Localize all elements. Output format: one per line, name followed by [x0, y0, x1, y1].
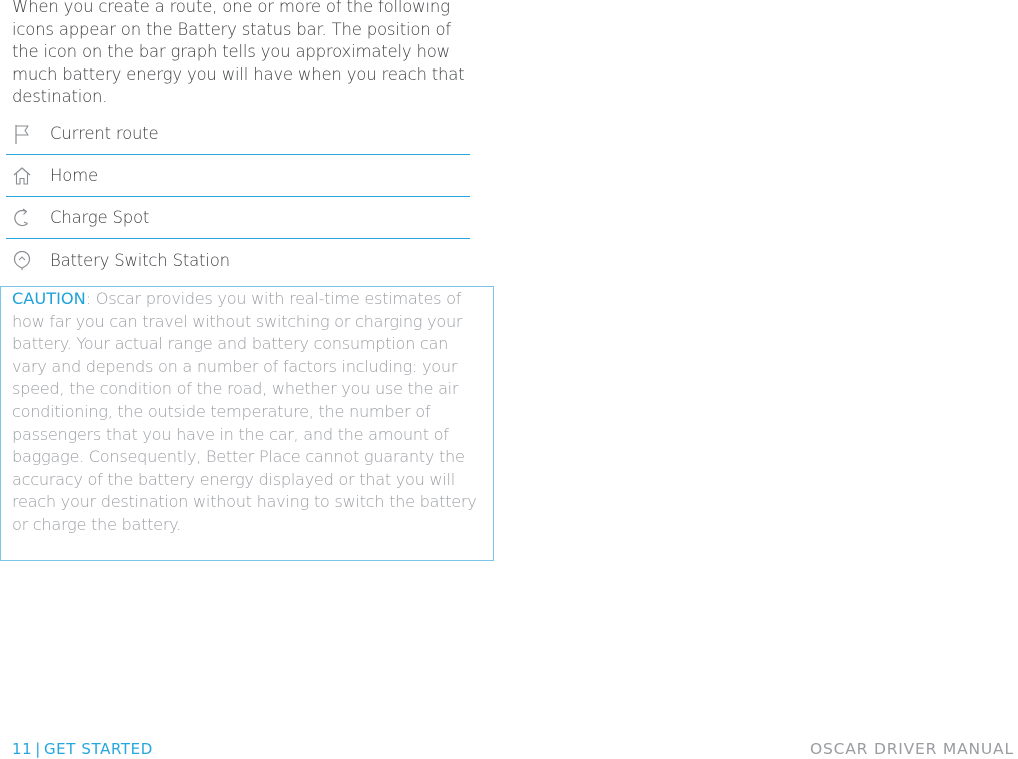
section-title: GET STARTED — [43, 740, 153, 758]
battery-switch-station-icon — [6, 239, 50, 281]
list-item-battery-switch-station — [6, 239, 470, 281]
intro-paragraph: When you create a route, one or more of the following icons appear on the Battery status bar. The position of the icon on the bar graph tells you approximately how much battery energy you will have when you reach that destination. — [12, 0, 465, 106]
caution-box — [0, 286, 494, 561]
list-item-current-route — [6, 113, 470, 155]
list-item-label: Battery Switch Station — [50, 250, 230, 270]
list-item-label: Home — [50, 166, 98, 185]
home-icon — [6, 155, 50, 197]
caution-heading: CAUTION — [12, 289, 86, 308]
list-item-home — [6, 155, 470, 197]
list-item-charge-spot — [6, 197, 470, 239]
footer-page-section — [12, 740, 153, 758]
flag-icon — [6, 113, 50, 155]
list-item-label: Charge Spot — [50, 208, 150, 227]
footer-separator: | — [35, 740, 41, 758]
manual-title: OSCAR DRIVER MANUAL — [810, 740, 1014, 758]
charge-spot-icon — [6, 197, 50, 239]
destination-icon-list — [6, 113, 470, 281]
caution-text: : Oscar provides you with real-time estimates of how far you can travel without switching or charging your battery. Your actual range and battery consumption can vary and depends on a number of factors including: your speed, the condition of the road, whether you use the air conditioning, the outside temperature, the number of passengers that you have in the car, and the amount of baggage. Consequently, Better Place cannot guaranty the accuracy of the battery energy displayed or that you will reach your destination without having to switch the battery or charge the battery. — [12, 289, 477, 534]
list-item-label: Current route — [50, 124, 159, 143]
page-number: 11 — [12, 740, 33, 758]
